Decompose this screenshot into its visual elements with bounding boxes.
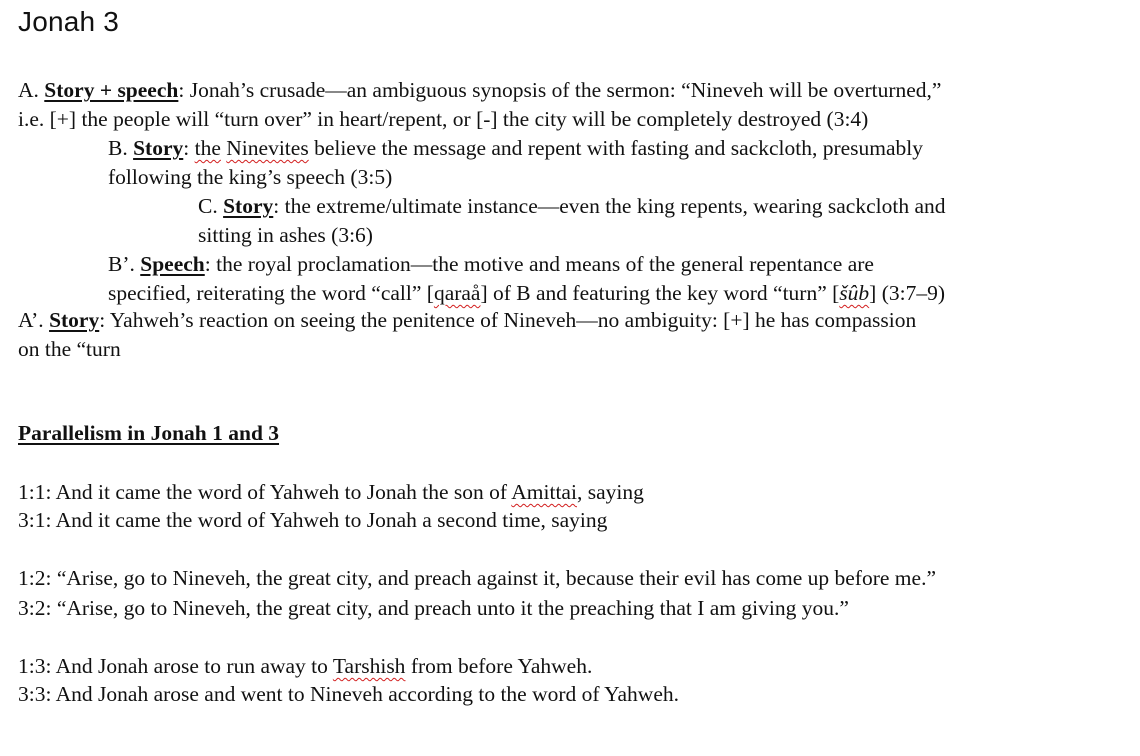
outline-b-line1 — [108, 134, 923, 163]
outline-b-text1: believe the message and repent with fasting and sackcloth, presumably — [308, 136, 924, 160]
outline-c-label: Story — [223, 194, 274, 218]
outline-b-prime-text2c: ] (3:7–9) — [869, 281, 945, 305]
outline-b-prime-text1: : the royal proclamation—the motive and means of the general repentance are — [204, 252, 874, 276]
outline-c-letter: C. — [198, 194, 224, 218]
spellcheck-word: Tarshish — [332, 654, 406, 678]
spellcheck-word: šûb — [839, 281, 870, 305]
outline-a-prime — [18, 306, 916, 364]
outline-a — [18, 76, 941, 134]
outline-b-prime — [108, 250, 945, 308]
outline-a-prime-letter: A’. — [18, 308, 50, 332]
outline-a-text1: : Jonah’s crusade—an ambiguous synopsis of the sermon: “Nineveh will be overturned,” — [178, 78, 942, 102]
spellcheck-word: qaraå — [433, 281, 481, 305]
outline-b-prime-letter: B’. — [108, 252, 141, 276]
outline-b-letter: B. — [108, 136, 134, 160]
outline-a-prime-line2: on the “turn — [18, 337, 121, 361]
outline-b-prime-label: Speech — [140, 252, 205, 276]
outline-b-prime-text2b: ] of B and featuring the key word “turn” [ — [480, 281, 840, 305]
parallel-text: from before Yahweh. — [405, 654, 593, 678]
outline-c-line1 — [198, 192, 946, 221]
parallel-line-1-2: 1:2: “Arise, go to Nineveh, the great city, and preach against it, because their evil has come up before me.” — [18, 566, 936, 590]
parallel-line-1-3 — [18, 654, 592, 679]
outline-a-line1 — [18, 76, 941, 105]
spellcheck-word: Amittai — [511, 480, 577, 504]
spellcheck-word: the — [194, 136, 221, 160]
outline-a-label: Story + speech — [44, 78, 179, 102]
outline-b-prime-text2a: specified, reiterating the word “call” [ — [108, 281, 434, 305]
spellcheck-word: Ninevites — [226, 136, 309, 160]
outline-b-label: Story — [133, 136, 184, 160]
outline-b-line2: following the king’s speech (3:5) — [108, 165, 393, 189]
document-title: Jonah 3 — [18, 6, 120, 37]
parallel-text: , saying — [576, 480, 644, 504]
outline-b-prime-line2 — [108, 279, 945, 308]
parallel-line-1-1 — [18, 480, 644, 505]
parallel-text: 1:3: And Jonah arose to run away to — [18, 654, 333, 678]
outline-c — [198, 192, 946, 250]
outline-b-sep: : — [183, 136, 195, 160]
parallel-text: 1:1: And it came the word of Yahweh to Jonah the son of — [18, 480, 512, 504]
outline-a-prime-line1 — [18, 306, 916, 335]
section-heading: Parallelism in Jonah 1 and 3 — [18, 421, 280, 445]
outline-a-line2: i.e. [+] the people will “turn over” in heart/repent, or [-] the city will be completely destroyed (3:4) — [18, 107, 869, 131]
outline-b — [108, 134, 923, 192]
outline-c-text1: : the extreme/ultimate instance—even the king repents, wearing sackcloth and — [273, 194, 946, 218]
parallel-line-3-3: 3:3: And Jonah arose and went to Nineveh according to the word of Yahweh. — [18, 682, 679, 706]
outline-a-prime-text1: : Yahweh’s reaction on seeing the penitence of Nineveh—no ambiguity: [+] he has compassion — [99, 308, 917, 332]
outline-c-line2: sitting in ashes (3:6) — [198, 223, 373, 247]
outline-b-prime-line1 — [108, 250, 945, 279]
outline-a-letter: A. — [18, 78, 45, 102]
parallel-line-3-2: 3:2: “Arise, go to Nineveh, the great city, and preach unto it the preaching that I am giving you.” — [18, 596, 849, 620]
parallel-line-3-1: 3:1: And it came the word of Yahweh to Jonah a second time, saying — [18, 508, 608, 532]
outline-a-prime-label: Story — [49, 308, 100, 332]
